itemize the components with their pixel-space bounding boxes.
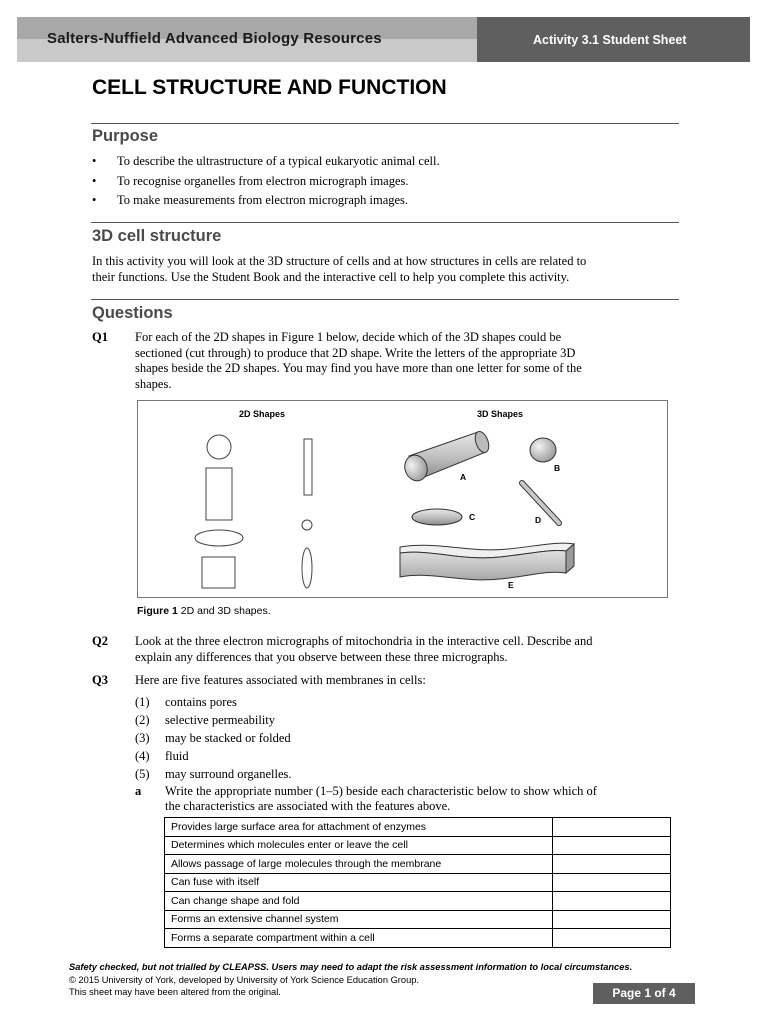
q1-line: For each of the 2D shapes in Figure 1 below, decide which of the 3D shapes could be bbox=[135, 330, 562, 344]
answer-cell[interactable] bbox=[553, 929, 671, 948]
label-2d-shapes: 2D Shapes bbox=[239, 409, 286, 419]
table-row bbox=[165, 855, 671, 874]
label-3d-shapes: 3D Shapes bbox=[477, 409, 524, 419]
part-a-text bbox=[165, 784, 665, 814]
3d-disc-c bbox=[412, 509, 462, 525]
letter-a: A bbox=[460, 472, 467, 482]
list-item bbox=[135, 767, 291, 785]
2d-shapes-group bbox=[195, 435, 312, 588]
bullet-icon: • bbox=[92, 193, 97, 207]
feature-text: fluid bbox=[165, 749, 189, 763]
feature-number: (5) bbox=[135, 767, 150, 781]
3d-slab-e bbox=[400, 543, 574, 580]
table-row bbox=[165, 929, 671, 948]
page-number-badge: Page 1 of 4 bbox=[593, 983, 695, 1004]
characteristic-cell: Determines which molecules enter or leave the cell bbox=[165, 836, 553, 855]
characteristic-cell: Provides large surface area for attachment of enzymes bbox=[165, 818, 553, 837]
figure-caption bbox=[137, 605, 271, 617]
characteristic-cell: Allows passage of large molecules through the membrane bbox=[165, 855, 553, 874]
purpose-list bbox=[92, 154, 440, 213]
cell-structure-heading: 3D cell structure bbox=[92, 227, 222, 245]
q1-line: shapes beside the 2D shapes. You may find you have more than one letter for some of the bbox=[135, 361, 582, 375]
divider bbox=[91, 123, 679, 124]
purpose-item: To make measurements from electron micrograph images. bbox=[117, 193, 409, 207]
answer-cell[interactable] bbox=[553, 892, 671, 911]
part-a-label: a bbox=[135, 784, 142, 798]
copyright-note: © 2015 University of York, developed by University of York Science Education Group. bbox=[69, 974, 419, 985]
2d-narrow-ellipse-shape bbox=[302, 548, 312, 588]
characteristics-table bbox=[164, 817, 671, 948]
header-right-banner bbox=[477, 17, 750, 62]
letter-e: E bbox=[508, 580, 514, 590]
2d-ellipse-shape bbox=[195, 530, 243, 546]
letter-d: D bbox=[535, 515, 542, 525]
feature-text: contains pores bbox=[165, 695, 237, 709]
questions-heading: Questions bbox=[92, 304, 173, 322]
table-row bbox=[165, 873, 671, 892]
shapes-diagram bbox=[138, 401, 667, 597]
feature-text: selective permeability bbox=[165, 713, 276, 727]
footer bbox=[69, 961, 632, 999]
membrane-features-list bbox=[135, 695, 291, 785]
safety-note: Safety checked, but not trialled by CLEAPSS. Users may need to adapt the risk assessment information to local circumstances. bbox=[69, 962, 633, 972]
answer-cell[interactable] bbox=[553, 818, 671, 837]
alteration-note: This sheet may have been altered from the original. bbox=[69, 987, 281, 997]
list-item bbox=[135, 731, 291, 749]
resource-title: Salters-Nuffield Advanced Biology Resources bbox=[47, 30, 382, 47]
header-left-banner bbox=[17, 17, 477, 62]
q2-line: Look at the three electron micrographs of mitochondria in the interactive cell. Describe and bbox=[135, 634, 593, 648]
q1-label: Q1 bbox=[92, 330, 108, 344]
list-item bbox=[92, 174, 440, 194]
feature-number: (3) bbox=[135, 731, 150, 745]
feature-number: (2) bbox=[135, 713, 150, 727]
3d-cylinder-a bbox=[401, 430, 491, 484]
list-item bbox=[135, 695, 291, 713]
list-item bbox=[135, 749, 291, 767]
answer-cell[interactable] bbox=[553, 855, 671, 874]
q1-line: sectioned (cut through) to produce that 2D shape. Write the letters of the appropriate 3D bbox=[135, 345, 576, 360]
characteristic-cell: Forms a separate compartment within a cell bbox=[165, 929, 553, 948]
q2-label: Q2 bbox=[92, 634, 108, 648]
cell-structure-paragraph bbox=[92, 254, 682, 285]
figure-caption-label: Figure 1 bbox=[137, 605, 178, 617]
purpose-item: To recognise organelles from electron micrograph images. bbox=[117, 173, 409, 188]
divider bbox=[91, 299, 679, 300]
answer-cell[interactable] bbox=[553, 873, 671, 892]
3d-sphere-b bbox=[530, 438, 556, 462]
2d-small-circle-shape bbox=[302, 520, 312, 530]
part-a-line: Write the appropriate number (1–5) beside each characteristic below to show which of bbox=[165, 784, 597, 798]
q2-text bbox=[135, 634, 675, 665]
2d-circle-shape bbox=[207, 435, 231, 459]
table-row bbox=[165, 818, 671, 837]
table-row bbox=[165, 892, 671, 911]
answer-cell[interactable] bbox=[553, 910, 671, 929]
q1-text bbox=[135, 330, 675, 392]
bullet-icon: • bbox=[92, 173, 97, 188]
table-row bbox=[165, 910, 671, 929]
2d-square-shape bbox=[202, 557, 235, 588]
list-item bbox=[92, 154, 440, 174]
part-a-line: the characteristics are associated with the features above. bbox=[165, 799, 451, 813]
q1-line: shapes. bbox=[135, 376, 172, 391]
figure-1 bbox=[137, 400, 668, 598]
divider bbox=[91, 222, 679, 223]
2d-thin-rectangle-shape bbox=[304, 439, 312, 495]
feature-text: may be stacked or folded bbox=[165, 731, 291, 745]
table-row bbox=[165, 836, 671, 855]
feature-number: (4) bbox=[135, 749, 150, 763]
figure-caption-text: 2D and 3D shapes. bbox=[180, 605, 271, 617]
purpose-heading: Purpose bbox=[92, 127, 159, 145]
bullet-icon: • bbox=[92, 154, 97, 168]
list-item bbox=[92, 193, 440, 213]
q3-label: Q3 bbox=[92, 673, 108, 687]
characteristic-cell: Can fuse with itself bbox=[165, 873, 553, 892]
q2-line: explain any differences that you observe between these three micrographs. bbox=[135, 649, 508, 664]
characteristic-cell: Can change shape and fold bbox=[165, 892, 553, 911]
list-item bbox=[135, 713, 291, 731]
2d-rectangle-shape bbox=[206, 468, 232, 520]
q3-intro: Here are five features associated with membranes in cells: bbox=[135, 673, 426, 687]
answer-cell[interactable] bbox=[553, 836, 671, 855]
feature-number: (1) bbox=[135, 695, 150, 709]
characteristic-cell: Forms an extensive channel system bbox=[165, 910, 553, 929]
paragraph-line: In this activity you will look at the 3D structure of cells and at how structures in cells are related to bbox=[92, 254, 587, 268]
activity-label: Activity 3.1 Student Sheet bbox=[533, 33, 687, 47]
feature-text: may surround organelles. bbox=[165, 767, 292, 781]
purpose-item: To describe the ultrastructure of a typical eukaryotic animal cell. bbox=[117, 154, 440, 168]
letter-c: C bbox=[469, 512, 476, 522]
page-title: CELL STRUCTURE AND FUNCTION bbox=[92, 76, 447, 99]
letter-b: B bbox=[554, 463, 561, 473]
paragraph-line: their functions. Use the Student Book and the interactive cell to help you complete this activity. bbox=[92, 269, 570, 284]
